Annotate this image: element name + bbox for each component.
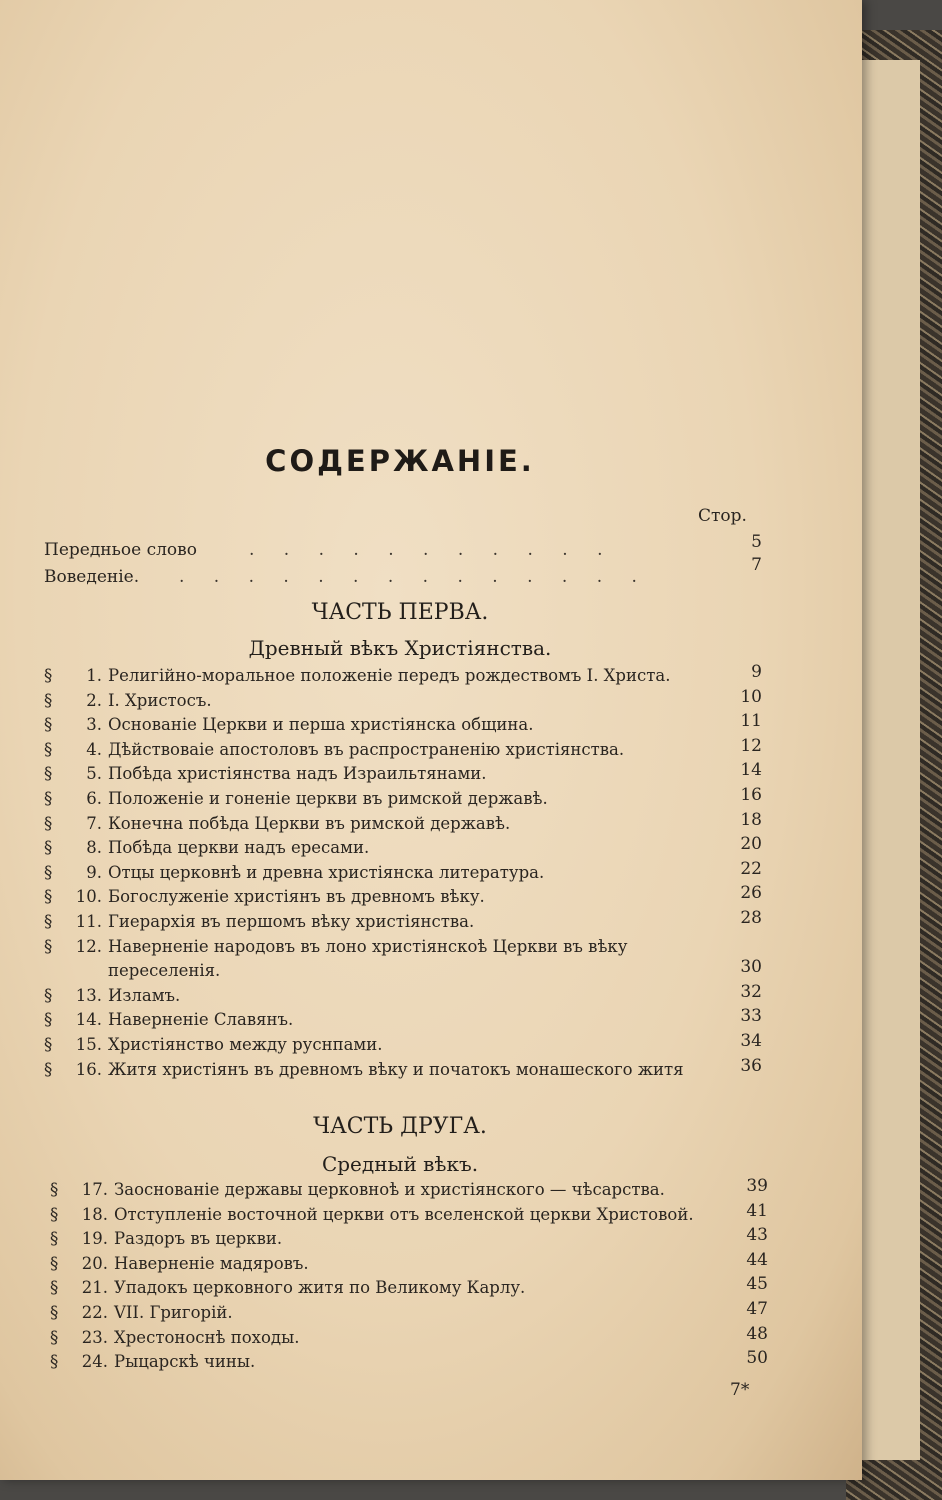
front-label: Передньое слово	[44, 540, 197, 560]
page-number: 34	[740, 1030, 762, 1051]
toc-entry[interactable]: § 20. Наверненіе мадяровъ.	[50, 1253, 309, 1273]
page-number: 26	[740, 883, 762, 904]
page-column-label: Стор.	[698, 506, 747, 526]
page-number: 47	[746, 1298, 768, 1319]
page-number: 12	[740, 735, 762, 756]
page-number: 22	[740, 858, 762, 879]
toc-entry[interactable]: § 10. Богослуженіе христіянъ въ древномъ вѣку.	[44, 887, 485, 907]
page-number: 14	[740, 760, 762, 781]
toc-entry[interactable]: § 9. Отцы церковнѣ и древна христіянска литература.	[44, 862, 545, 882]
page-number: 16	[740, 784, 762, 805]
part2-page-numbers	[728, 1174, 768, 1371]
page-number: 48	[746, 1323, 768, 1344]
part1-entries	[44, 664, 714, 1082]
page-number: 50	[746, 1348, 768, 1369]
toc-entry[interactable]: § 15. Христіянство между руснпами.	[44, 1034, 383, 1054]
toc-front-foreword[interactable]	[44, 532, 762, 566]
toc-entry[interactable]: § 23. Хрестоноснѣ походы.	[50, 1327, 300, 1347]
toc-entry[interactable]: § 24. Рыцарскѣ чины.	[50, 1352, 256, 1372]
toc-entry[interactable]: § 7. Конечна побѣда Церкви въ римской державѣ.	[44, 813, 511, 833]
printer-signature: 7*	[730, 1380, 750, 1400]
part1-title: ЧАСТЬ ПЕРВА.	[311, 600, 489, 625]
page-number: 41	[746, 1200, 768, 1221]
toc-entry[interactable]: § 22. VII. Григорій.	[50, 1302, 233, 1322]
page-number: 9	[751, 662, 762, 682]
front-page-num: 5	[751, 532, 762, 552]
page-number: 32	[740, 981, 762, 1002]
front-page-num: 7	[751, 555, 762, 575]
toc-entry[interactable]: § 19. Раздоръ въ церкви.	[50, 1229, 283, 1249]
toc-entry-continuation[interactable]: переселенія.	[108, 961, 221, 981]
toc-entry[interactable]: § 17. Заоснованіе державы церковноѣ и христіянского — чѣсарства.	[50, 1180, 665, 1199]
page-number: 10	[740, 686, 762, 707]
toc-entry[interactable]: § 5. Побѣда христіянства надъ Израильтянами.	[44, 764, 487, 784]
page-number: 39	[746, 1176, 768, 1196]
leader-dots: . . . . . . . . . . . . . .	[179, 567, 649, 587]
part2-title: ЧАСТЬ ДРУГА.	[313, 1114, 487, 1139]
part1-subtitle: Древный вѣкъ Христіянства.	[248, 636, 552, 660]
page-number: 45	[746, 1274, 768, 1295]
page-number: 44	[746, 1249, 768, 1270]
page-number: 20	[740, 834, 762, 855]
toc-entry[interactable]: § 2. І. Христосъ.	[44, 690, 212, 710]
part2-entries	[50, 1178, 720, 1375]
page-number: 33	[740, 1006, 762, 1027]
toc-entry[interactable]: § 18. Отступленіе восточной церкви отъ вселенской церкви Христовой.	[50, 1204, 694, 1224]
page-number: 43	[746, 1225, 768, 1246]
toc-entry[interactable]: § 6. Положеніе и гоненіе церкви въ римской державѣ.	[44, 788, 548, 808]
toc-entry[interactable]: § 16. Житя христіянъ въ древномъ вѣку и початокъ монашеского житя	[44, 1059, 684, 1079]
toc-entry[interactable]: § 4. Дѣйствоваіе апостоловъ въ распространенію христіянства.	[44, 739, 625, 759]
toc-front-intro[interactable]	[44, 555, 762, 593]
toc-entry[interactable]: § 3. Основаніе Церкви и перша христіянска община.	[44, 715, 534, 735]
leader-dots: . . . . . . . . . . .	[249, 540, 615, 560]
page-number: 28	[740, 907, 762, 928]
toc-entry[interactable]: § 8. Побѣда церкви надъ ересами.	[44, 838, 370, 858]
page-number: 36	[740, 1055, 762, 1076]
toc-entry[interactable]: § 12. Наверненіе народовъ въ лоно христіянскоѣ Церкви въ вѣку	[44, 936, 628, 956]
page-number: 30	[740, 957, 762, 978]
toc-entry[interactable]: § 21. Упадокъ церковного житя по Великому Карлу.	[50, 1278, 526, 1298]
toc-entry[interactable]: § 11. Гиерархія въ першомъ вѣку христіянства.	[44, 911, 475, 931]
toc-entry[interactable]: § 1. Религійно-моральное положеніе передъ рождествомъ І. Христа.	[44, 666, 671, 685]
toc-entry[interactable]: § 13. Изламъ.	[44, 985, 181, 1005]
page-number: 11	[740, 711, 762, 732]
page-title: СОДЕРЖАНІЕ.	[265, 444, 535, 478]
part2-subtitle: Средный вѣкъ.	[321, 1152, 479, 1176]
part1-page-numbers	[722, 660, 762, 1078]
toc-entry[interactable]: § 14. Наверненіе Славянъ.	[44, 1010, 294, 1030]
front-label: Воведеніе.	[44, 567, 140, 587]
page-number: 18	[740, 809, 762, 830]
